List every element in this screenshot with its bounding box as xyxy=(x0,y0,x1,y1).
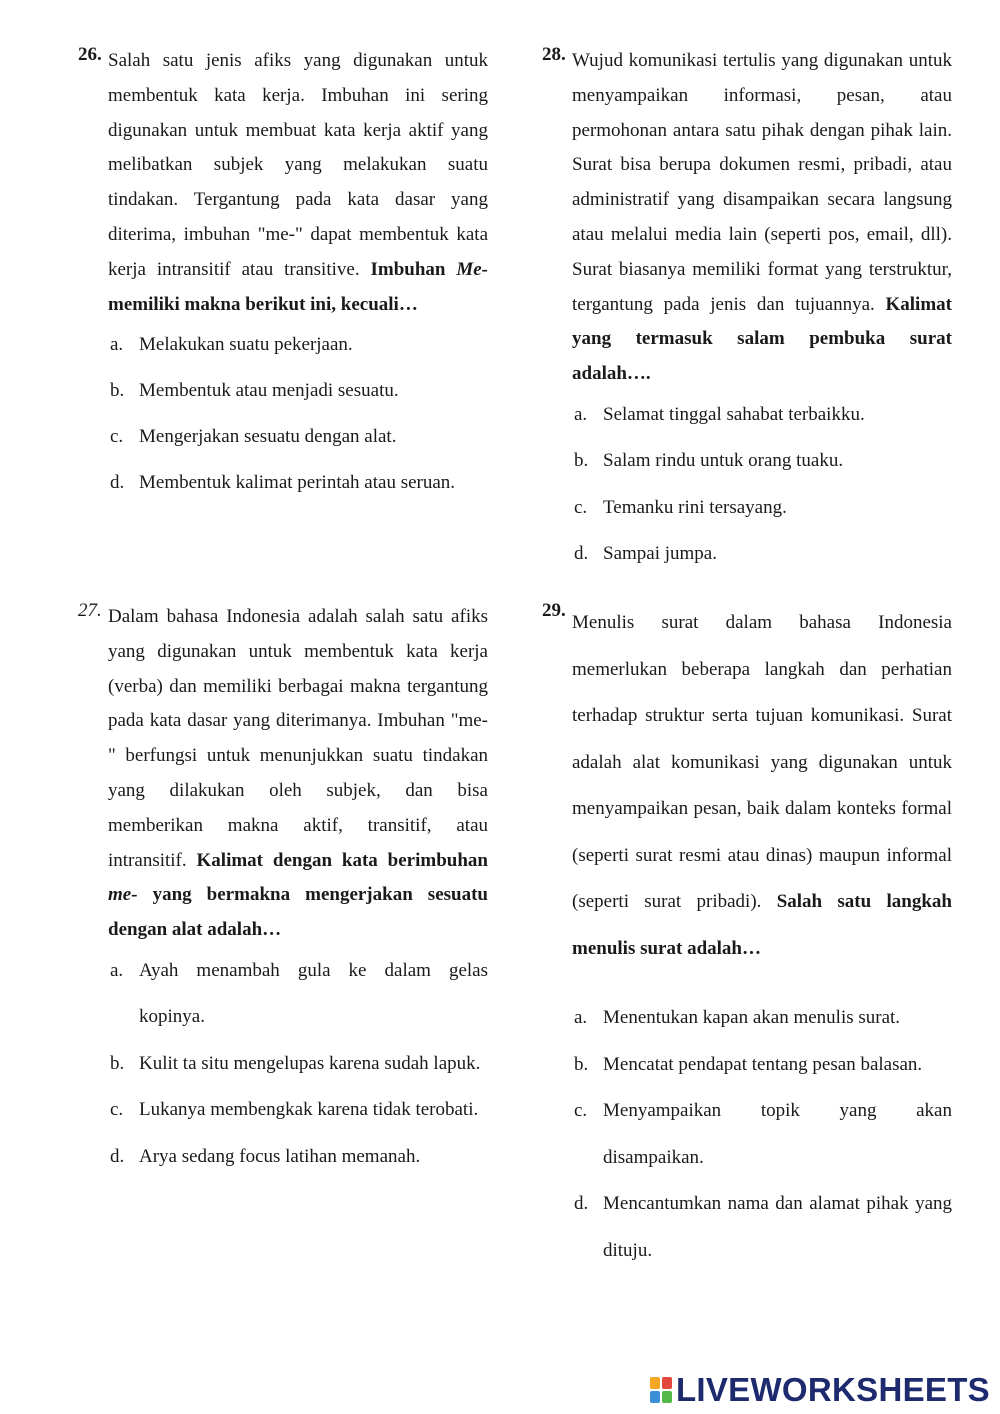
option-d[interactable] xyxy=(542,531,952,578)
option-text: Melakukan suatu pekerjaan. xyxy=(139,334,353,356)
option-a[interactable] xyxy=(78,948,488,1041)
option-text: Membentuk atau menjadi sesuatu. xyxy=(139,380,399,402)
option-letter: b. xyxy=(574,1053,589,1075)
option-b[interactable] xyxy=(542,438,952,485)
logo-mark-block xyxy=(650,1391,660,1403)
logo-mark-block xyxy=(662,1377,672,1389)
stem-text: Menulis surat dalam bahasa Indonesia memerlukan beberapa langkah dan perhatian terhadap struktur serta tujuan komunikasi. Surat adalah alat komunikasi yang digunakan untuk menyampaikan pesan, baik dalam konteks formal (seperti surat resmi atau dinas) maupun informal (seperti surat pribadi). xyxy=(572,612,952,912)
option-letter: d. xyxy=(574,1193,589,1214)
stem-text: Wujud komunikasi tertulis yang digunakan untuk menyampaikan informasi, pesan, atau permohonan antara satu pihak dengan pihak lain. Surat bisa berupa dokumen resmi, pribadi, atau administratif yang disampaikan secara langsung atau melalui media lain (seperti pos, email, dll). Surat biasanya memiliki format yang terstruktur, tergantung pada jenis dan tujuannya. xyxy=(572,50,952,315)
question-29 xyxy=(542,600,952,1274)
question-28 xyxy=(542,44,952,578)
option-letter: a. xyxy=(574,1007,588,1028)
stem-text: Dalam bahasa Indonesia adalah salah satu afiks yang digunakan untuk membentuk kata kerja (verba) dan memiliki berbagai makna tergantung pada kata dasar yang diterimanya. Imbuhan "me-" berfungsi untuk menunjukkan suatu tindakan yang dilakukan oleh subjek, dan bisa memberikan makna aktif, transitif, atau intransitif. xyxy=(108,606,488,871)
option-letter: b. xyxy=(110,380,125,402)
option-a[interactable] xyxy=(78,322,488,368)
logo-mark-block xyxy=(662,1391,672,1403)
question-27 xyxy=(78,600,488,1180)
stem-emphasis: Kalimat yang termasuk salam pembuka surat adalah…. xyxy=(572,293,952,385)
option-b[interactable] xyxy=(542,1042,952,1089)
stem-emphasis-part: Kalimat dengan kata berimbuhan xyxy=(196,849,488,871)
option-text: Selamat tinggal sahabat terbaikku. xyxy=(603,403,865,425)
option-c[interactable] xyxy=(542,485,952,532)
question-stem xyxy=(572,600,952,972)
liveworksheets-mark-icon xyxy=(650,1377,672,1403)
option-text: Mengerjakan sesuatu dengan alat. xyxy=(139,426,397,448)
option-a[interactable] xyxy=(542,392,952,439)
option-letter: b. xyxy=(110,1052,125,1074)
option-letter: b. xyxy=(574,450,589,472)
option-letter: a. xyxy=(110,959,124,981)
options-list xyxy=(78,948,488,1181)
stem-emphasis-part: memiliki makna berikut ini, kecuali… xyxy=(108,293,418,315)
option-letter: d. xyxy=(110,1145,125,1167)
question-26 xyxy=(78,44,488,506)
option-a[interactable] xyxy=(542,995,952,1042)
option-b[interactable] xyxy=(78,1041,488,1088)
option-text: Ayah menambah gula ke dalam gelas kopinya. xyxy=(139,959,488,1028)
stem-emphasis-part: yang bermakna mengerjakan sesuatu dengan alat adalah… xyxy=(108,884,488,941)
option-letter: a. xyxy=(574,403,588,425)
option-letter: d. xyxy=(110,472,125,494)
question-number: 27. xyxy=(78,600,102,621)
stem-emphasis-italic: Me- xyxy=(456,258,488,280)
option-c[interactable] xyxy=(542,1088,952,1181)
option-text: Menyampaikan topik yang akan disampaikan. xyxy=(603,1100,952,1168)
stem-emphasis: Salah satu langkah menulis surat adalah… xyxy=(572,891,952,959)
option-text: Arya sedang focus latihan memanah. xyxy=(139,1145,421,1167)
question-stem xyxy=(108,600,488,948)
option-d[interactable] xyxy=(78,1134,488,1181)
question-number: 28. xyxy=(542,44,566,65)
option-letter: a. xyxy=(110,334,124,356)
option-text: Menentukan kapan akan menulis surat. xyxy=(603,1007,901,1028)
option-letter: c. xyxy=(110,426,124,448)
option-b[interactable] xyxy=(78,368,488,414)
option-text: Mencantumkan nama dan alamat pihak yang dituju. xyxy=(603,1193,952,1261)
option-text: Temanku rini tersayang. xyxy=(603,496,787,518)
logo-text: LIVEWORKSHEETS xyxy=(675,1371,990,1408)
option-c[interactable] xyxy=(78,414,488,460)
stem-emphasis-italic: me- xyxy=(108,884,138,906)
option-text: Mencatat pendapat tentang pesan balasan. xyxy=(603,1053,923,1075)
options-list xyxy=(78,322,488,506)
options-list xyxy=(542,995,952,1274)
liveworksheets-logo[interactable] xyxy=(650,1370,990,1410)
option-text: Kulit ta situ mengelupas karena sudah lapuk. xyxy=(139,1052,481,1074)
question-number: 29. xyxy=(542,600,566,621)
logo-mark-block xyxy=(650,1377,660,1389)
option-d[interactable] xyxy=(542,1181,952,1274)
option-text: Salam rindu untuk orang tuaku. xyxy=(603,450,844,472)
options-list xyxy=(542,392,952,578)
question-stem xyxy=(108,44,488,322)
option-letter: d. xyxy=(574,543,589,565)
option-text: Sampai jumpa. xyxy=(603,543,717,565)
option-letter: c. xyxy=(110,1099,124,1121)
question-stem xyxy=(572,44,952,392)
option-d[interactable] xyxy=(78,460,488,506)
question-number: 26. xyxy=(78,44,102,65)
option-text: Membentuk kalimat perintah atau seruan. xyxy=(139,472,456,494)
option-letter: c. xyxy=(574,1100,588,1121)
option-letter: c. xyxy=(574,496,588,518)
stem-emphasis-part: Imbuhan xyxy=(370,258,457,280)
option-text: Lukanya membengkak karena tidak terobati. xyxy=(139,1099,479,1121)
stem-text: Salah satu jenis afiks yang digunakan untuk membentuk kata kerja. Imbuhan ini sering digunakan untuk membuat kata kerja aktif yang melibatkan subjek yang melakukan suatu tindakan. Tergantung pada kata dasar yang diterima, imbuhan "me-" dapat membentuk kata kerja intransitif atau transitive. xyxy=(108,50,488,280)
option-c[interactable] xyxy=(78,1087,488,1134)
